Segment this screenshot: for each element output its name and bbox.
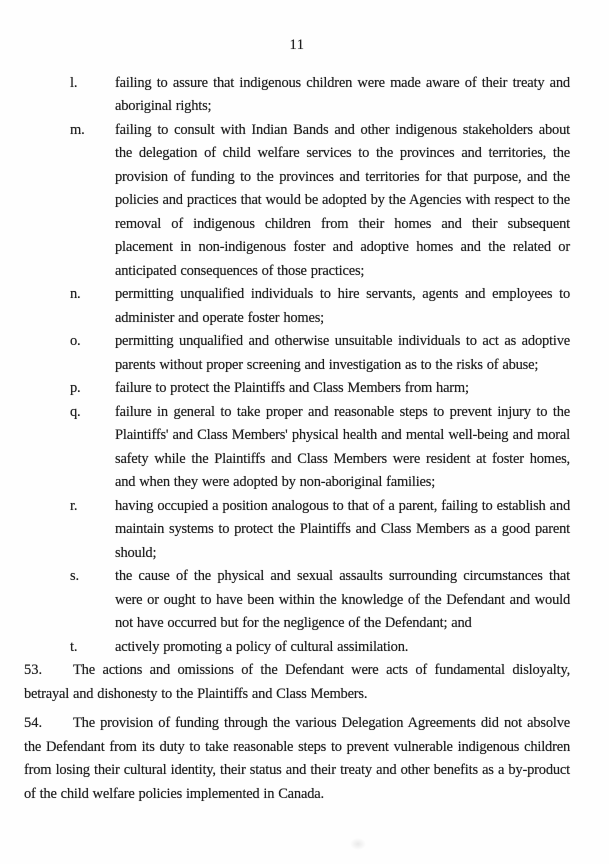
allegations-list bbox=[24, 72, 570, 660]
paragraph-53-text: The actions and omissions of the Defendant were acts of fundamental disloyalty, betrayal and dishonesty to the Plaintiffs and Class Members. bbox=[24, 662, 570, 702]
item-label-s: s. bbox=[70, 568, 79, 584]
list-item-s bbox=[70, 565, 570, 636]
item-label-n: n. bbox=[70, 286, 81, 302]
list-item-t bbox=[70, 636, 570, 660]
item-text-n: permitting unqualified individuals to hire servants, agents and employees to administer and operate foster homes; bbox=[115, 286, 570, 326]
list-item-l bbox=[70, 72, 570, 119]
scan-artifact bbox=[350, 838, 366, 850]
item-text-t: actively promoting a policy of cultural assimilation. bbox=[115, 638, 409, 655]
list-item-q bbox=[70, 401, 570, 495]
item-text-l: failing to assure that indigenous children were made aware of their treaty and aboriginal rights; bbox=[115, 74, 570, 114]
paragraph-54-number: 54. bbox=[24, 715, 43, 731]
paragraph-53 bbox=[24, 659, 570, 706]
list-item-o bbox=[70, 330, 570, 377]
list-item-r bbox=[70, 495, 570, 566]
item-text-o: permitting unqualified and otherwise unsuitable individuals to act as adoptive parents without proper screening and investigation as to the risks of abuse; bbox=[115, 333, 570, 373]
list-item-p bbox=[70, 377, 570, 401]
item-label-p: p. bbox=[70, 380, 81, 396]
page-number: 11 bbox=[289, 37, 305, 53]
item-text-s: the cause of the physical and sexual assaults surrounding circumstances that were or ought to have been within the knowledge of the Defendant and would not have occurred but for the negligence of the Defendant; and bbox=[115, 568, 570, 631]
item-text-q: failure in general to take proper and reasonable steps to prevent injury to the Plaintiffs' and Class Members' physical health and mental well-being and moral safety while the Plaintiffs and Class Members were resident at foster homes, and when they were adopted by non-aboriginal families; bbox=[115, 403, 570, 490]
paragraph-53-number: 53. bbox=[24, 662, 43, 678]
item-text-m: failing to consult with Indian Bands and other indigenous stakeholders about the delegation of child welfare services to the provinces and territories, the provision of funding to the provinces and territories for that purpose, and the policies and practices that would be adopted by the Agencies with respect to the removal of indigenous children from their homes and their subsequent placement in non-indigenous foster and adoptive homes and the related or anticipated consequences of those practices; bbox=[115, 121, 570, 279]
item-label-o: o. bbox=[70, 333, 81, 349]
paragraph-54-text: The provision of funding through the various Delegation Agreements did not absolve the Defendant from its duty to take reasonable steps to prevent vulnerable indigenous children from losing their cultural identity, their status and their treaty and other benefits as a by-product of the child welfare policies implemented in Canada. bbox=[24, 715, 570, 802]
item-text-p: failure to protect the Plaintiffs and Class Members from harm; bbox=[115, 380, 469, 396]
list-item-n bbox=[70, 283, 570, 330]
list-item-m bbox=[70, 119, 570, 284]
item-label-l: l. bbox=[70, 74, 78, 91]
item-label-t: t. bbox=[70, 638, 78, 655]
item-label-q: q. bbox=[70, 403, 81, 420]
item-label-m: m. bbox=[70, 121, 85, 138]
item-text-r: having occupied a position analogous to that of a parent, failing to establish and maintain systems to protect the Plaintiffs and Class Members as a good parent should; bbox=[115, 497, 570, 561]
item-label-r: r. bbox=[70, 497, 78, 514]
paragraph-54 bbox=[24, 712, 570, 806]
